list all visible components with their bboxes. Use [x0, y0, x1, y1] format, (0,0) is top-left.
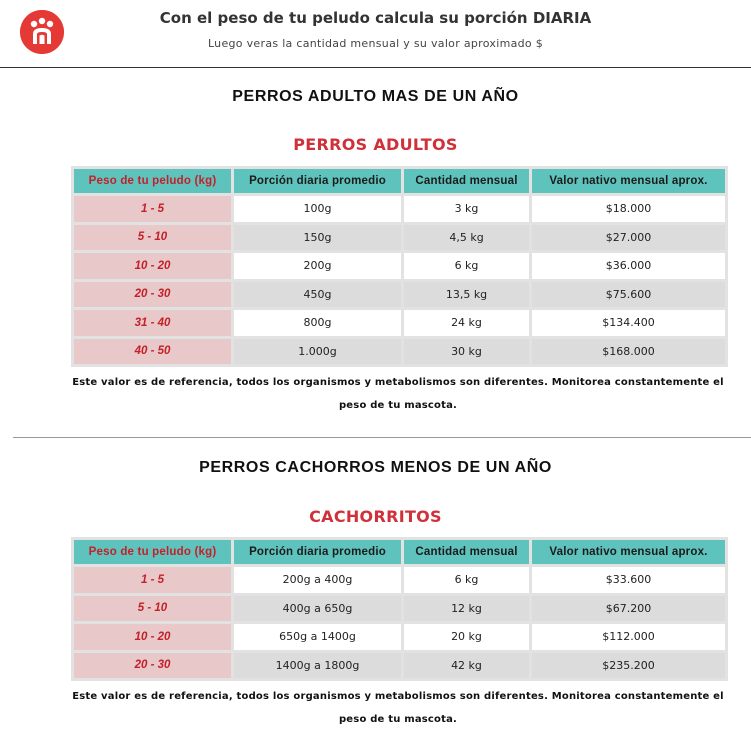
- puppy-table-title: CACHORRITOS: [309, 507, 442, 526]
- table-row: [74, 253, 725, 279]
- weight-cell: 10 - 20: [74, 253, 231, 279]
- column-header: Cantidad mensual: [404, 540, 529, 564]
- price-cell: $134.400: [532, 310, 725, 336]
- column-header: Valor nativo mensual aprox.: [532, 169, 725, 193]
- weight-cell: 5 - 10: [74, 596, 231, 622]
- adult-table: [71, 166, 728, 367]
- column-header: Peso de tu peludo (kg): [74, 169, 231, 193]
- column-header: Porción diaria promedio: [234, 169, 401, 193]
- table-row: [74, 567, 725, 593]
- table-row: [74, 310, 725, 336]
- price-cell: $18.000: [532, 196, 725, 222]
- note-line: Este valor es de referencia, todos los organismos y metabolismos son diferentes. Monitorea constantemente el: [72, 691, 724, 702]
- puppy-note: [70, 685, 726, 731]
- note-line: peso de tu mascota.: [338, 400, 458, 411]
- weight-cell: 10 - 20: [74, 624, 231, 650]
- monthly-cell: 13,5 kg: [404, 282, 529, 308]
- weight-cell: 31 - 40: [74, 310, 231, 336]
- monthly-cell: 6 kg: [404, 567, 529, 593]
- monthly-cell: 30 kg: [404, 339, 529, 365]
- price-cell: $33.600: [532, 567, 725, 593]
- portion-cell: 1400g a 1800g: [234, 653, 401, 679]
- portion-cell: 400g a 650g: [234, 596, 401, 622]
- portion-cell: 1.000g: [234, 339, 401, 365]
- monthly-cell: 24 kg: [404, 310, 529, 336]
- puppy-section-title: PERROS CACHORROS MENOS DE UN AÑO: [199, 459, 552, 476]
- portion-cell: 800g: [234, 310, 401, 336]
- price-cell: $67.200: [532, 596, 725, 622]
- monthly-cell: 4,5 kg: [404, 225, 529, 251]
- column-header: Cantidad mensual: [404, 169, 529, 193]
- note-line: peso de tu mascota.: [338, 714, 458, 725]
- price-cell: $27.000: [532, 225, 725, 251]
- page-subtitle: Luego veras la cantidad mensual y su valor aproximado $: [207, 37, 544, 50]
- portion-cell: 450g: [234, 282, 401, 308]
- weight-cell: 5 - 10: [74, 225, 231, 251]
- adult-table-title: PERROS ADULTOS: [293, 135, 458, 154]
- table-row: [74, 653, 725, 679]
- weight-cell: 20 - 30: [74, 653, 231, 679]
- column-header: Valor nativo mensual aprox.: [532, 540, 725, 564]
- weight-cell: 20 - 30: [74, 282, 231, 308]
- column-header: Porción diaria promedio: [234, 540, 401, 564]
- adult-section-title: PERROS ADULTO MAS DE UN AÑO: [232, 88, 519, 105]
- table-row: [74, 225, 725, 251]
- adult-note: [70, 371, 726, 417]
- table-row: [74, 196, 725, 222]
- table-header-row: [74, 540, 725, 564]
- portion-cell: 100g: [234, 196, 401, 222]
- table-header-row: [74, 169, 725, 193]
- price-cell: $168.000: [532, 339, 725, 365]
- monthly-cell: 42 kg: [404, 653, 529, 679]
- table-row: [74, 339, 725, 365]
- weight-cell: 40 - 50: [74, 339, 231, 365]
- weight-cell: 1 - 5: [74, 567, 231, 593]
- page-header: [0, 0, 751, 68]
- weight-cell: 1 - 5: [74, 196, 231, 222]
- monthly-cell: 6 kg: [404, 253, 529, 279]
- monthly-cell: 20 kg: [404, 624, 529, 650]
- price-cell: $75.600: [532, 282, 725, 308]
- column-header: Peso de tu peludo (kg): [74, 540, 231, 564]
- portion-cell: 200g: [234, 253, 401, 279]
- puppy-table: [71, 537, 728, 681]
- note-line: Este valor es de referencia, todos los organismos y metabolismos son diferentes. Monitorea constantemente el: [72, 377, 724, 388]
- page-title: Con el peso de tu peludo calcula su porción DIARIA: [159, 9, 592, 27]
- price-cell: $112.000: [532, 624, 725, 650]
- monthly-cell: 12 kg: [404, 596, 529, 622]
- monthly-cell: 3 kg: [404, 196, 529, 222]
- table-row: [74, 282, 725, 308]
- price-cell: $235.200: [532, 653, 725, 679]
- section-divider: [13, 437, 751, 438]
- table-row: [74, 596, 725, 622]
- portion-cell: 200g a 400g: [234, 567, 401, 593]
- portion-cell: 150g: [234, 225, 401, 251]
- price-cell: $36.000: [532, 253, 725, 279]
- portion-cell: 650g a 1400g: [234, 624, 401, 650]
- table-row: [74, 624, 725, 650]
